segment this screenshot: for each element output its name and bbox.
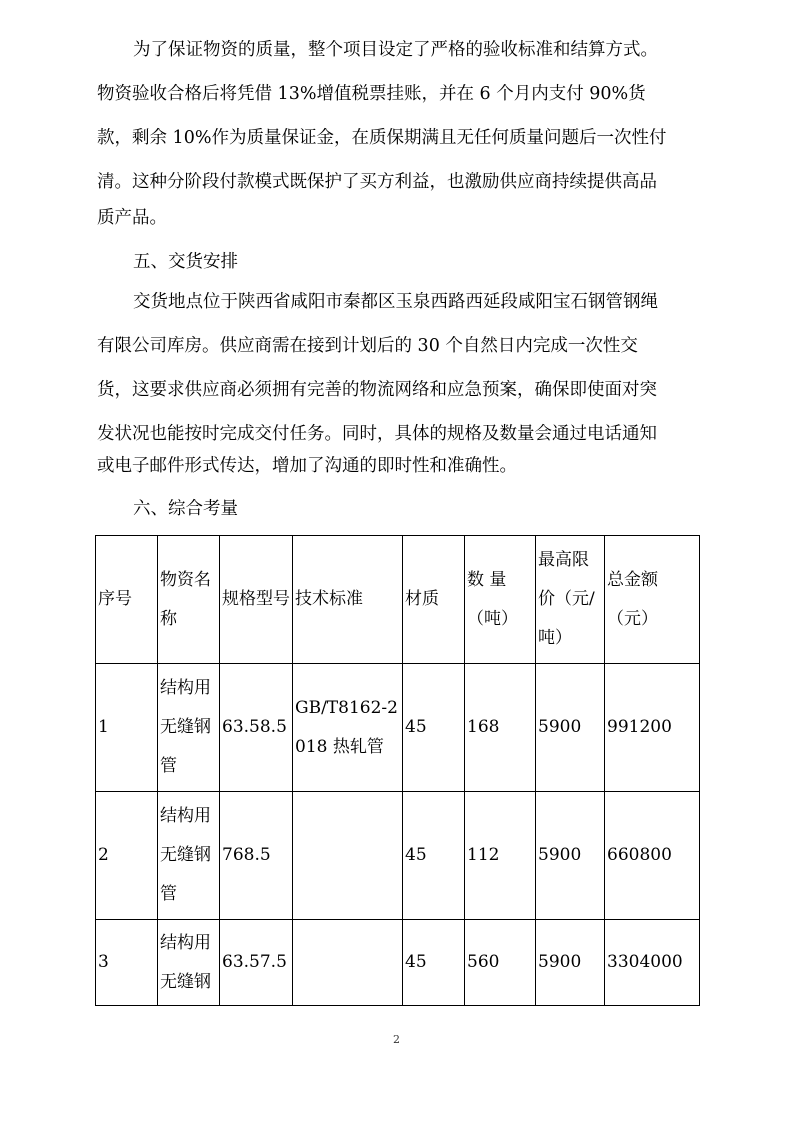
cell: 1 [96, 664, 158, 792]
cell: GB/T8162-2018 热轧管 [293, 664, 403, 792]
header-cell: 最高限价（元/吨） [536, 536, 605, 664]
cell: 768.5 [220, 792, 293, 920]
text-line: 发状况也能按时完成交付任务。同时，具体的规格及数量会通过电话通知 [97, 424, 657, 444]
cell: 5900 [536, 920, 605, 1006]
cell: 560 [465, 920, 536, 1006]
section-heading-considerations: 六、综合考量 [133, 499, 238, 519]
cell: 2 [96, 792, 158, 920]
header-cell: 物资名称 [158, 536, 220, 664]
cell: 660800 [605, 792, 700, 920]
text-line: 货，这要求供应商必须拥有完善的物流网络和应急预案，确保即使面对突 [97, 380, 657, 400]
section-heading-delivery: 五、交货安排 [133, 252, 238, 272]
cell: 3 [96, 920, 158, 1006]
cell: 168 [465, 664, 536, 792]
cell: 45 [403, 664, 465, 792]
cell: 45 [403, 792, 465, 920]
table-row [96, 664, 700, 792]
cell: 结构用无缝钢管 [158, 792, 220, 920]
header-cell: 规格型号 [220, 536, 293, 664]
cell: 3304000 [605, 920, 700, 1006]
cell: 结构用无缝钢 [158, 920, 220, 1006]
page-number: 2 [393, 1033, 400, 1046]
cell: 112 [465, 792, 536, 920]
table-row [96, 792, 700, 920]
materials-table [95, 535, 700, 1006]
cell: 5900 [536, 664, 605, 792]
text-line: 有限公司库房。供应商需在接到计划后的 30 个自然日内完成一次性交 [97, 336, 638, 356]
text-line: 款，剩余 10%作为质量保证金，在质保期满且无任何质量问题后一次性付 [97, 128, 667, 148]
cell: 结构用无缝钢管 [158, 664, 220, 792]
cell: 63.58.5 [220, 664, 293, 792]
text-line: 清。这种分阶段付款模式既保护了买方利益，也激励供应商持续提供高品 [97, 172, 657, 192]
cell [293, 920, 403, 1006]
table-row [96, 920, 700, 1006]
cell: 45 [403, 920, 465, 1006]
table-header-row [96, 536, 700, 664]
text-line: 物资验收合格后将凭借 13%增值税票挂账，并在 6 个月内支付 90%货 [97, 84, 646, 104]
text-line: 为了保证物资的质量，整个项目设定了严格的验收标准和结算方式。 [133, 40, 658, 60]
text-line: 质产品。 [97, 208, 167, 228]
cell: 63.57.5 [220, 920, 293, 1006]
header-cell: 材质 [403, 536, 465, 664]
text-line: 或电子邮件形式传达，增加了沟通的即时性和准确性。 [97, 456, 517, 476]
cell: 991200 [605, 664, 700, 792]
cell [293, 792, 403, 920]
header-cell: 数 量（吨） [465, 536, 536, 664]
header-cell: 总金额（元） [605, 536, 700, 664]
text-line: 交货地点位于陕西省咸阳市秦都区玉泉西路西延段咸阳宝石钢管钢绳 [133, 292, 658, 312]
header-cell: 序号 [96, 536, 158, 664]
cell: 5900 [536, 792, 605, 920]
header-cell: 技术标准 [293, 536, 403, 664]
